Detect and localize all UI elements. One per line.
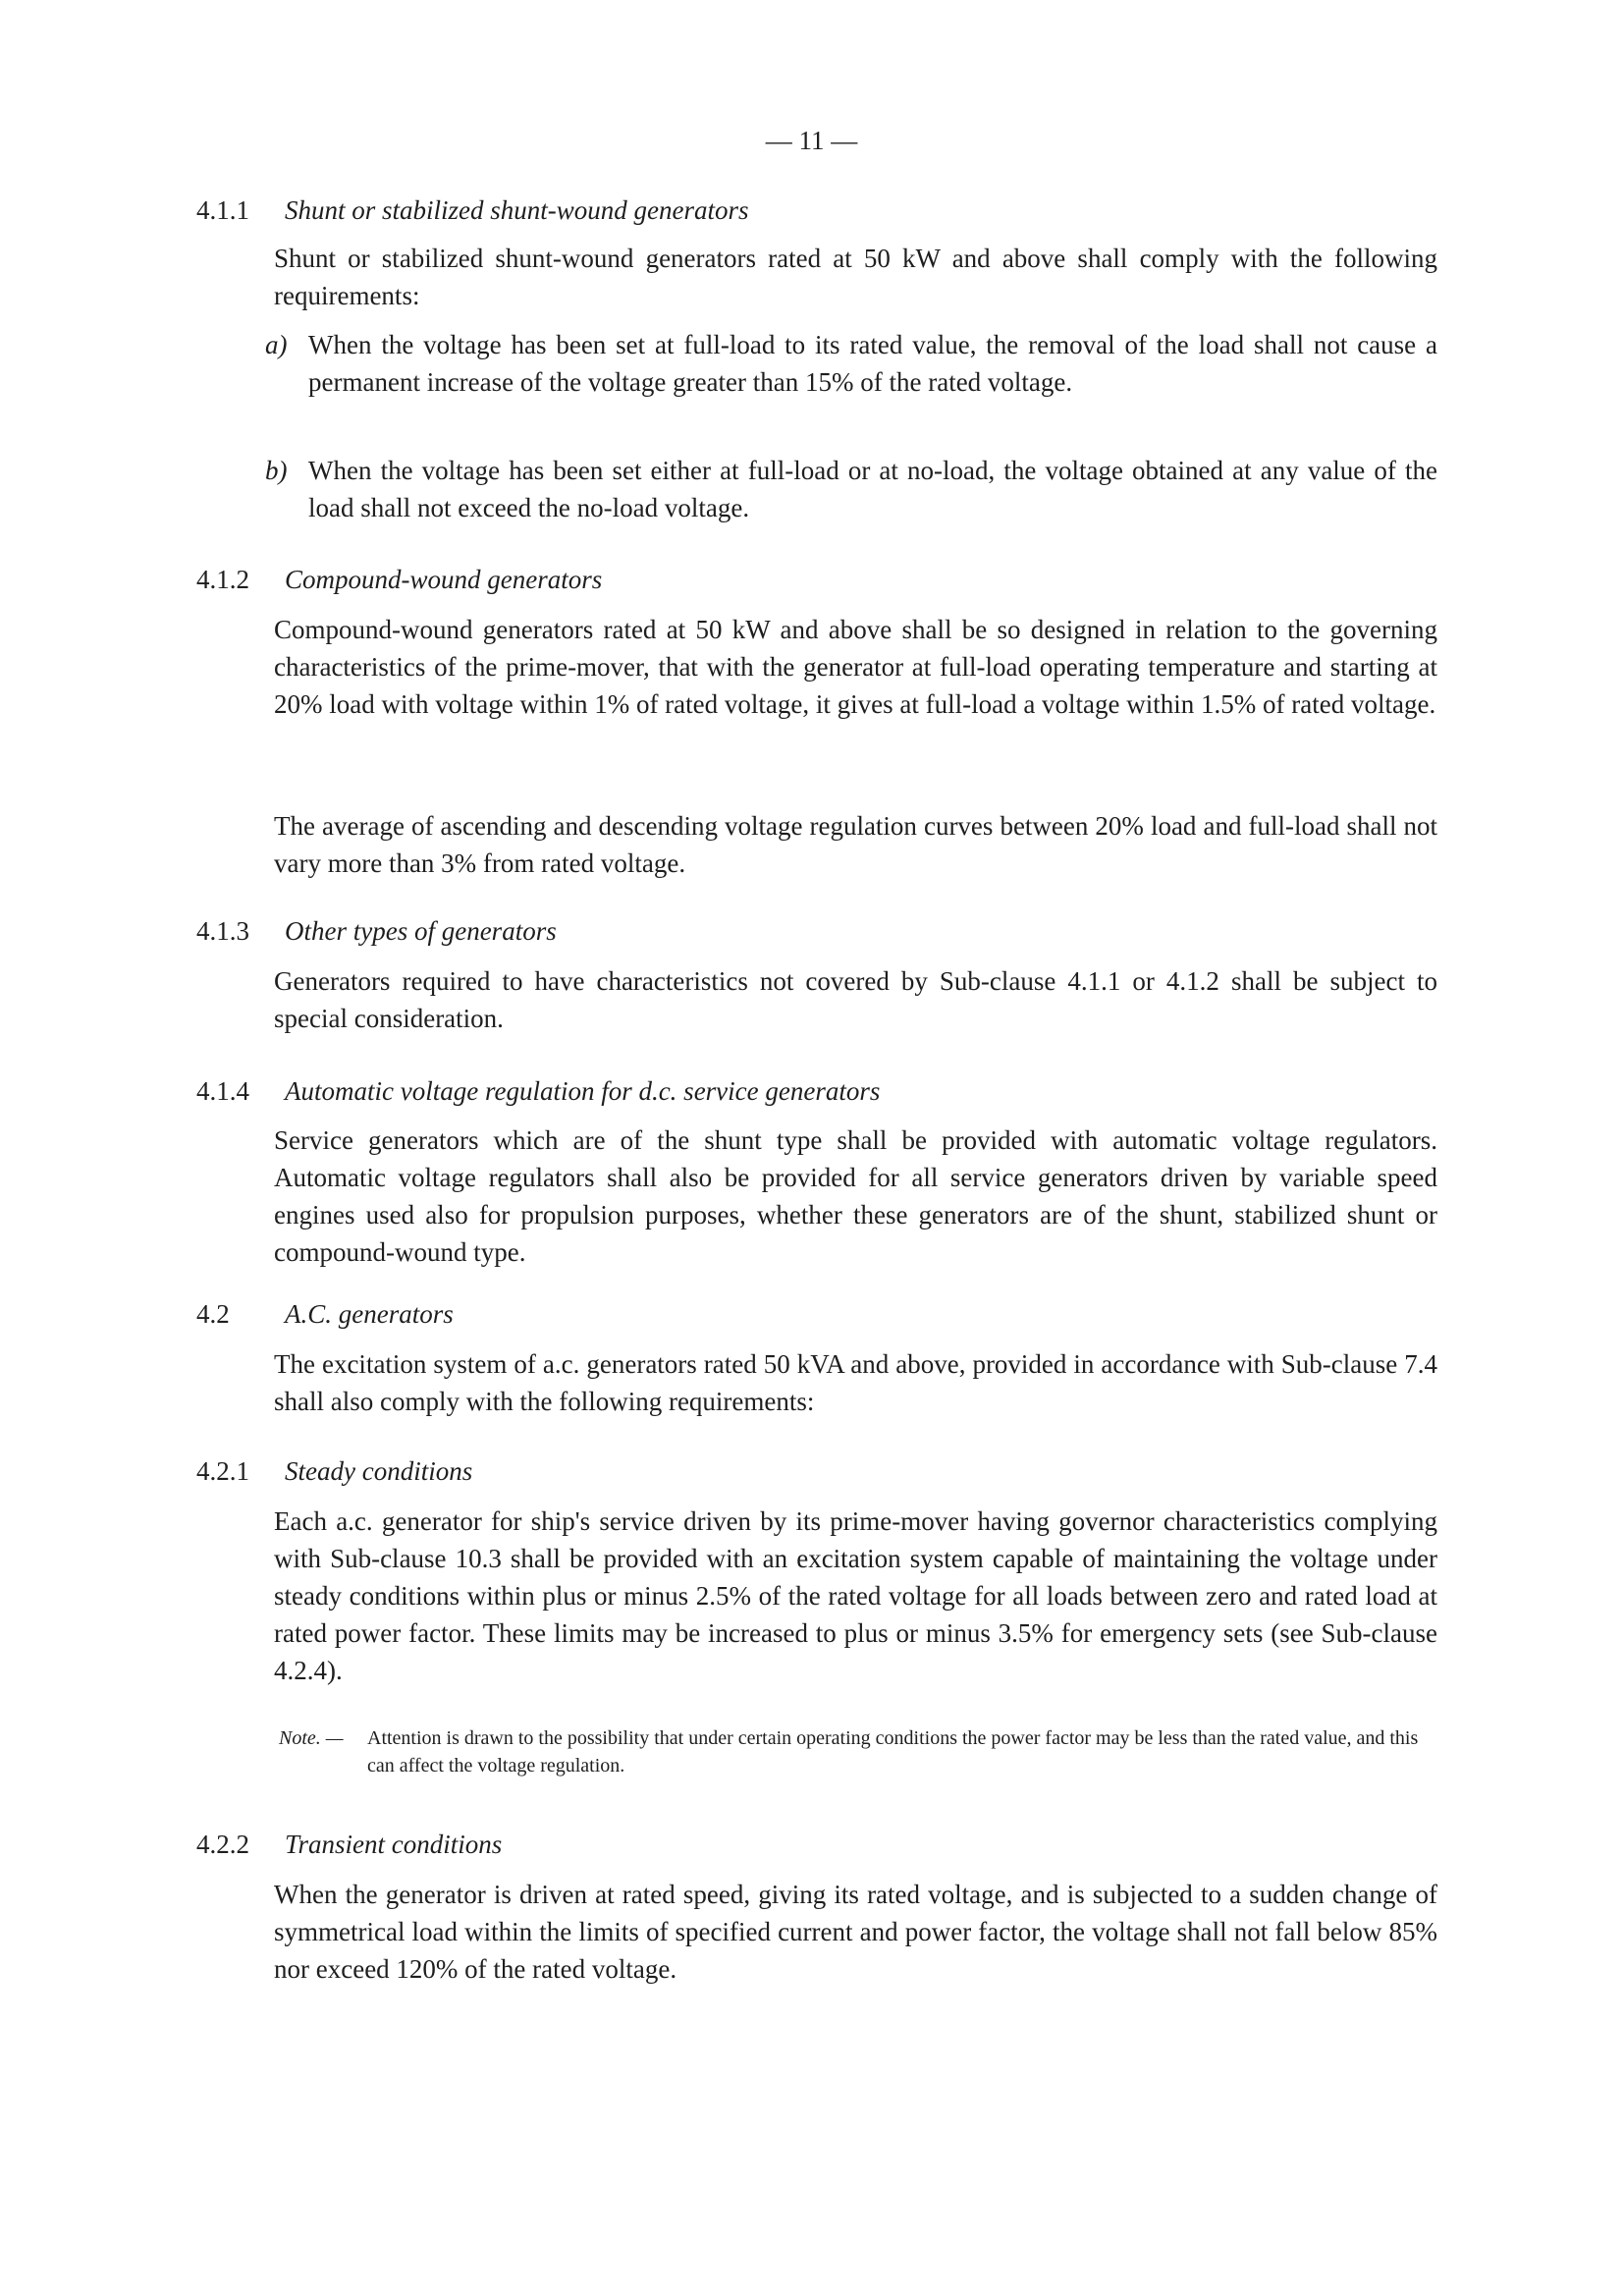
paragraph-4-1-2-first: Compound-wound generators rated at 50 kW and above shall be so designed in relation to the governing characteristics of the prime-mover, that with the generator at full-load operating temperature and starting at 20% load with voltage within 1% of rated voltage, it gives at full-load a voltage within 1.5% of rated voltage. <box>274 615 1437 719</box>
section-number: 4.2.2 <box>196 1830 249 1859</box>
section-number: 4.1.4 <box>196 1076 249 1106</box>
note-4-2-1 <box>279 1724 1437 1779</box>
note-label: Note. — <box>279 1727 344 1749</box>
list-item-b-text: When the voltage has been set either at full-load or at no-load, the voltage obtained at any value of the load shall not exceed the no-load voltage. <box>308 456 1437 522</box>
page-number: — 11 — <box>765 126 858 155</box>
list-item-a-text: When the voltage has been set at full-load to its rated value, the removal of the load shall not cause a permanent increase of the voltage greater than 15% of the rated voltage. <box>308 330 1437 397</box>
section-title: Compound-wound generators <box>285 565 603 594</box>
section-title: A.C. generators <box>285 1299 454 1329</box>
section-number: 4.1.1 <box>196 195 249 225</box>
paragraph-4-2: The excitation system of a.c. generators rated 50 kVA and above, provided in accordance with Sub-clause 7.4 shall also comply with the following requirements: <box>274 1349 1437 1416</box>
section-number: 4.2.1 <box>196 1456 249 1486</box>
section-title: Steady conditions <box>285 1456 473 1486</box>
section-number: 4.1.2 <box>196 565 249 594</box>
list-item-a <box>265 326 1437 401</box>
paragraph-4-1-3: Generators required to have characteristics not covered by Sub-clause 4.1.1 or 4.1.2 shall be subject to special consideration. <box>274 966 1437 1033</box>
list-marker-a: a) <box>265 330 288 359</box>
paragraph-4-1-4: Service generators which are of the shunt type shall be provided with automatic voltage regulators. Automatic voltage regulators shall also be provided for all service generators driven by variable speed engines used also for propulsion purposes, whether these generators are of the shunt, stabilized shunt or compound-wound type. <box>274 1125 1437 1267</box>
section-title: Other types of generators <box>285 916 557 946</box>
section-title: Transient conditions <box>285 1830 503 1859</box>
paragraph-4-2-1: Each a.c. generator for ship's service driven by its prime-mover having governor characteristics complying with Sub-clause 10.3 shall be provided with an excitation system capable of maintaining the voltage under steady conditions within plus or minus 2.5% of the rated voltage for all loads between zero and rated load at rated power factor. These limits may be increased to plus or minus 3.5% for emergency sets (see Sub-clause 4.2.4). <box>274 1506 1437 1685</box>
section-title: Automatic voltage regulation for d.c. service generators <box>285 1076 881 1106</box>
paragraph-4-1-1-intro: Shunt or stabilized shunt-wound generators rated at 50 kW and above shall comply with the following requirements: <box>274 244 1437 310</box>
list-item-b <box>265 452 1437 526</box>
section-number: 4.2 <box>196 1299 230 1329</box>
paragraph-4-1-2-second: The average of ascending and descending voltage regulation curves between 20% load and full-load shall not vary more than 3% from rated voltage. <box>274 811 1437 878</box>
paragraph-4-2-2: When the generator is driven at rated speed, giving its rated voltage, and is subjected to a sudden change of symmetrical load within the limits of specified current and power factor, the voltage shall not fall below 85% nor exceed 120% of the rated voltage. <box>274 1880 1437 1984</box>
section-title: Shunt or stabilized shunt-wound generators <box>285 195 749 225</box>
section-number: 4.1.3 <box>196 916 249 946</box>
list-marker-b: b) <box>265 456 288 485</box>
note-text: Attention is drawn to the possibility that under certain operating conditions the power factor may be less than the rated value, and this can affect the voltage regulation. <box>367 1727 1419 1777</box>
